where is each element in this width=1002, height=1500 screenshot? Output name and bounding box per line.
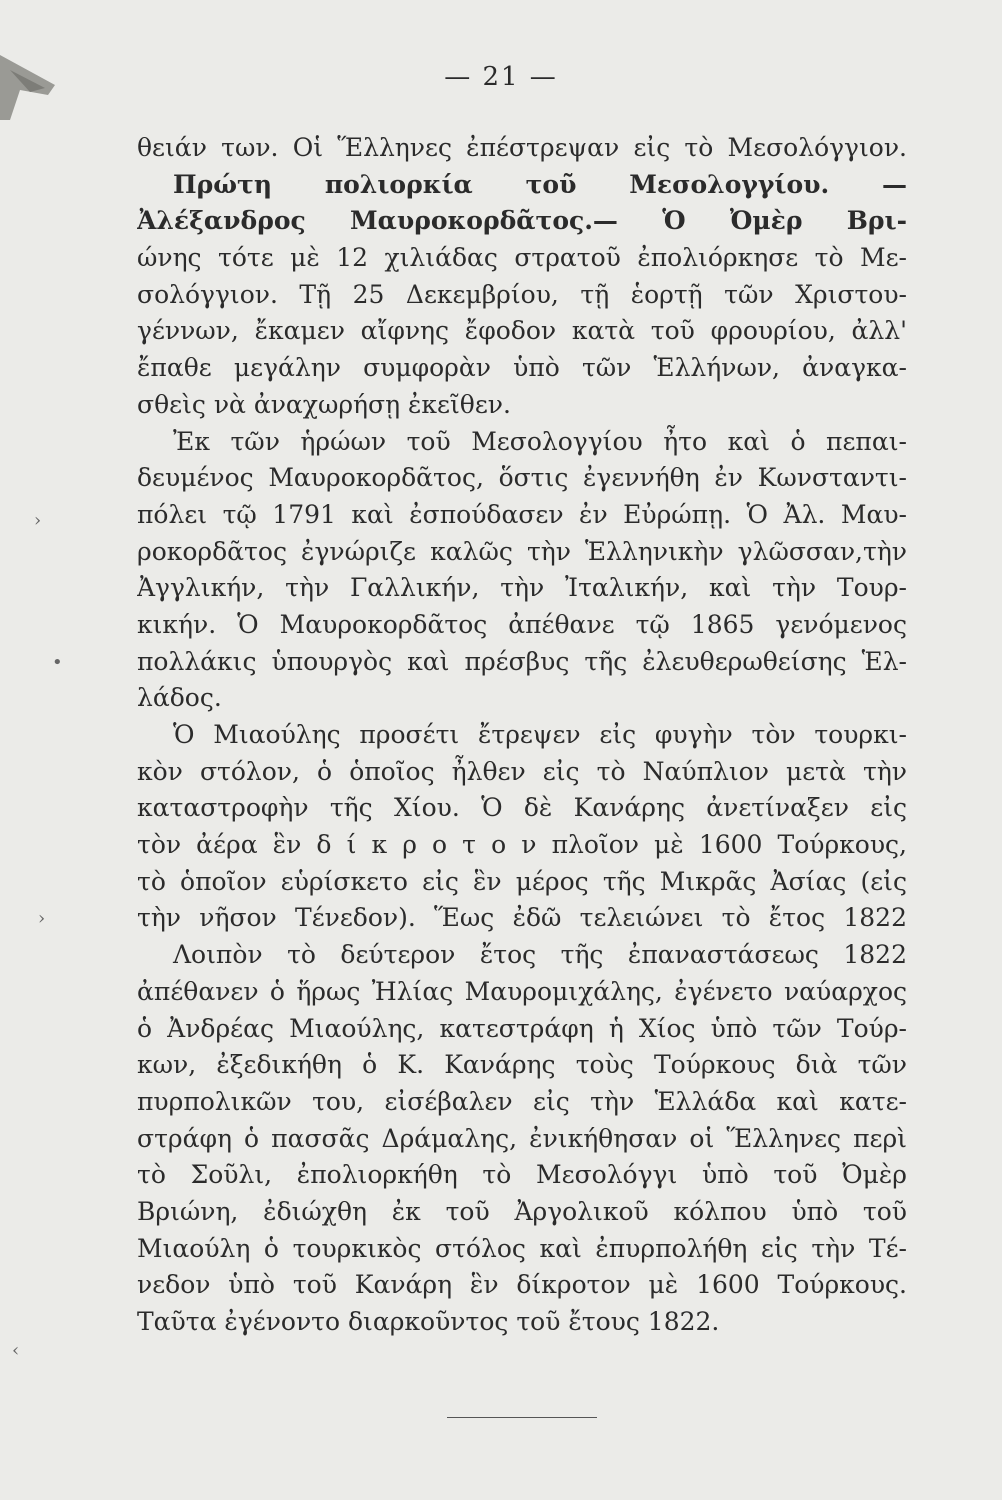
text-line: Μιαούλη ὁ τουρκικὸς στόλος καὶ ἐπυρπολήθη εἰς τὴν Τέ- (137, 1233, 907, 1263)
text-line: σθεὶς νὰ ἀναχωρήσῃ ἐκεῖθεν. (137, 389, 511, 419)
text-line: Ἐκ τῶν ἡρώων τοῦ Μεσολογγίου ἦτο καὶ ὁ πεπαι- (173, 426, 907, 456)
text-line: λάδος. (137, 683, 222, 713)
text-line: Βριώνη, ἐδιώχθη ἐκ τοῦ Ἀργολικοῦ κόλπου ὑπὸ τοῦ (137, 1196, 907, 1226)
margin-mark: ‹ (12, 1340, 20, 1361)
text-line: τὸ ὁποῖον εὑρίσκετο εἰς ἓν μέρος τῆς Μικρᾶς Ἀσίας (εἰς (137, 866, 907, 896)
text-line: ἀπέθανεν ὁ ἥρως Ἠλίας Μαυρομιχάλης, ἐγένετο ναύαρχος (137, 976, 907, 1006)
text-line: Λοιπὸν τὸ δεύτερον ἔτος τῆς ἐπαναστάσεως 1822 (173, 940, 907, 970)
text-line: σολόγγιον. Τῇ 25 Δεκεμβρίου, τῇ ἑορτῇ τῶν Χριστου- (137, 279, 907, 309)
margin-mark: • (52, 652, 63, 673)
text-line: θειάν των. Οἱ Ἕλληνες ἐπέστρεψαν εἰς τὸ Μεσολόγγιον. (137, 133, 907, 162)
page-number: — 21 — (444, 62, 558, 92)
text-line: Ὁ Μιαούλης προσέτι ἔτρεψεν εἰς φυγὴν τὸν τουρκι- (173, 720, 907, 749)
text-line: τὸ Σοῦλι, ἐπολιορκήθη τὸ Μεσολόγγι ὑπὸ τοῦ Ὀμὲρ (137, 1160, 907, 1190)
text-line: τὸν ἀέρα ἓν δ ί κ ρ ο τ ο ν πλοῖον μὲ 1600 Τούρκους, (137, 830, 907, 860)
text-line: ἔπαθε μεγάλην συμφορὰν ὑπὸ τῶν Ἑλλήνων, ἀναγκα- (137, 353, 907, 383)
text-line: δευμένος Μαυροκορδᾶτος, ὅστις ἐγεννήθη ἐν Κωνσταντι- (137, 463, 907, 493)
section-heading-line: Ἀλέξανδρος Μαυροκορδᾶτος.— Ὁ Ὀμὲρ Βρι- (137, 206, 907, 236)
text-line: ώνης τότε μὲ 12 χιλιάδας στρατοῦ ἐπολιόρκησε τὸ Με- (137, 243, 907, 273)
text-line: πόλει τῷ 1791 καὶ ἐσπούδασεν ἐν Εὐρώπῃ. Ὁ Ἀλ. Μαυ- (137, 499, 907, 529)
text-line: καταστροφὴν τῆς Χίου. Ὁ δὲ Κανάρης ἀνετίναξεν εἰς (137, 793, 907, 823)
text-line: πυρπολικῶν του, εἰσέβαλεν εἰς τὴν Ἑλλάδα καὶ κατε- (137, 1086, 907, 1116)
text-line: ὁ Ἀνδρέας Μιαούλης, κατεστράφη ἡ Χίος ὑπὸ τῶν Τούρ- (137, 1013, 907, 1043)
margin-mark: › (34, 510, 42, 531)
section-heading: Πρώτη πολιορκία τοῦ Μεσολογγίου. — (173, 169, 907, 199)
text-line: κὸν στόλον, ὁ ὁποῖος ἦλθεν εἰς τὸ Ναύπλιον μετὰ τὴν (137, 756, 907, 786)
text-line: νεδον ὑπὸ τοῦ Κανάρη ἓν δίκροτον μὲ 1600 Τούρκους. (137, 1270, 907, 1300)
text-line: κων, ἐξεδικήθη ὁ Κ. Κανάρης τοὺς Τούρκους διὰ τῶν (137, 1050, 907, 1080)
text-line: τὴν νῆσον Τένεδον). Ἕως ἐδῶ τελειώνει τὸ ἔτος 1822 (137, 903, 907, 933)
text-line: Ἀγγλικήν, τὴν Γαλλικήν, τὴν Ἰταλικήν, καὶ τὴν Τουρ- (137, 573, 907, 603)
body-text (137, 130, 907, 1341)
end-rule (447, 1417, 597, 1418)
text-line: κικήν. Ὁ Μαυροκορδᾶτος ἀπέθανε τῷ 1865 γενόμενος (137, 609, 907, 639)
text-line: γέννων, ἔκαμεν αἴφνης ἔφοδον κατὰ τοῦ φρουρίου, ἀλλ' (137, 316, 907, 346)
margin-mark: › (38, 908, 46, 929)
text-line: στράφη ὁ πασσᾶς Δράμαλης, ἐνικήθησαν οἱ Ἕλληνες περὶ (137, 1123, 907, 1153)
text-line: ροκορδᾶτος ἐγνώριζε καλῶς τὴν Ἑλληνικὴν γλῶσσαν,τὴν (137, 536, 907, 566)
text-line: πολλάκις ὑπουργὸς καὶ πρέσβυς τῆς ἐλευθερωθείσης Ἑλ- (137, 646, 907, 676)
text-line: Ταῦτα ἐγένοντο διαρκοῦντος τοῦ ἔτους 1822. (137, 1307, 720, 1336)
